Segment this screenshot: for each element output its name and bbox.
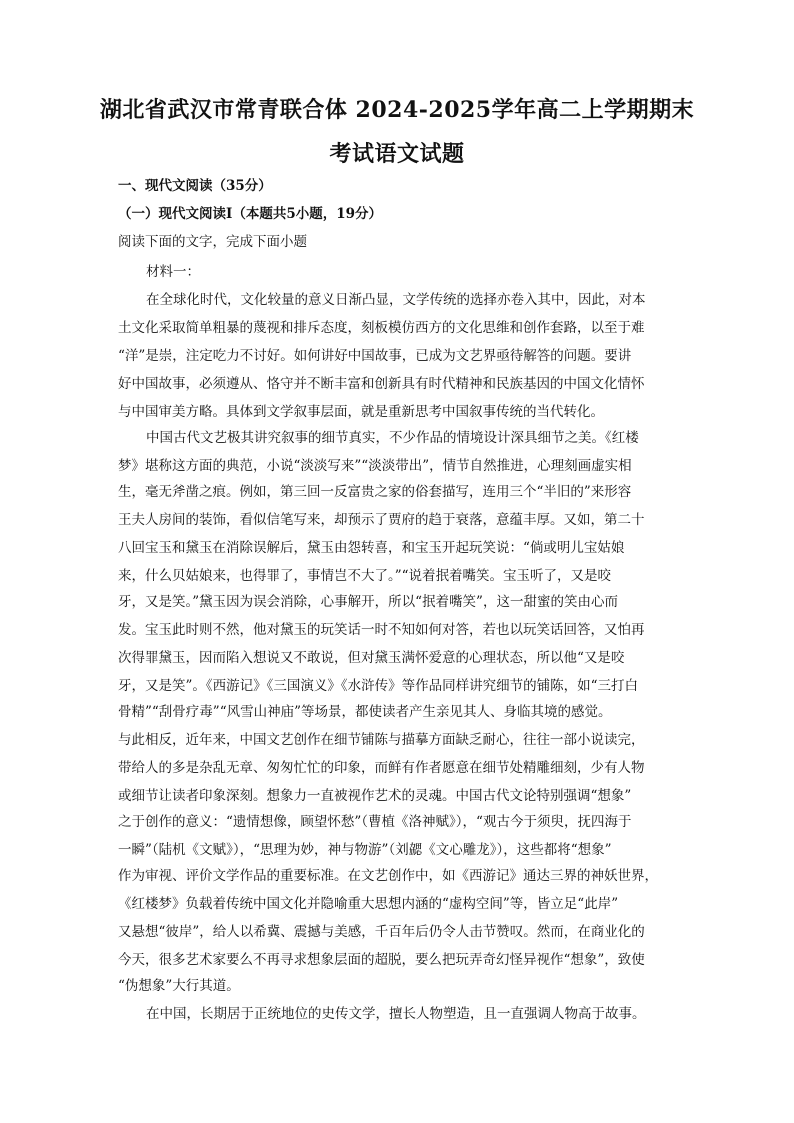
paragraph-line: 一瞬”（陆机《文赋》），“思理为妙，神与物游”（刘勰《文心雕龙》），这些都将“想象”	[118, 842, 612, 858]
paragraph-line: 牙，又是笑。”黛玉因为误会消除，心事解开，所以“抿着嘴笑”，这一甜蜜的笑由心而	[118, 594, 618, 610]
paragraph-line: 牙，又是笑”。《西游记》《三国演义》《水浒传》等作品同样讲究细节的铺陈，如“三打白	[118, 678, 639, 694]
paragraph-line: 次得罪黛玉，因而陷入想说又不敢说，但对黛玉满怀爱意的心理状态，所以他“又是咬	[118, 650, 625, 666]
material-label: 材料一：	[146, 264, 200, 280]
paragraph-line: 又悬想“彼岸”，给人以希冀、震撼与美感，千百年后仍令人击节赞叹。然而，在商业化的	[118, 924, 645, 940]
paragraph-line: 带给人的多是杂乱无章、匆匆忙忙的印象，而鲜有作者愿意在细节处精雕细刻，少有人物	[118, 760, 645, 776]
paragraph-line: 与中国审美方略。具体到文学叙事层面，就是重新思考中国叙事传统的当代转化。	[118, 404, 604, 420]
subsection-heading: （一）现代文阅读Ⅰ（本题共5小题，19分）	[118, 206, 382, 222]
document-title-line-2: 考试语文试题	[329, 141, 465, 167]
paragraph-line: 或细节让读者印象深刻。想象力一直被视作艺术的灵魂。中国古代文论特别强调“想象”	[118, 788, 632, 804]
paragraph-line: 好中国故事，必须遵从、恪守并不断丰富和创新具有时代精神和民族基因的中国文化情怀	[118, 376, 645, 392]
paragraph-line: 与此相反，近年来，中国文艺创作在细节铺陈与描摹方面缺乏耐心，往往一部小说读完，	[118, 732, 645, 748]
paragraph-line: 作为审视、评价文学作品的重要标准。在文艺创作中，如《西游记》通达三界的神妖世界，	[118, 868, 658, 884]
paragraph-line: 中国古代文艺极其讲究叙事的细节真实，不少作品的情境设计深具细节之美。《红楼	[146, 430, 639, 446]
paragraph-line: 之于创作的意义：“遗情想像，顾望怀愁”（曹植《洛神赋》），“观古今于须臾，抚四海于	[118, 814, 632, 830]
paragraph-line: 土文化采取简单粗暴的蔑视和排斥态度，刻板模仿西方的文化思维和创作套路，以至于难	[118, 320, 645, 336]
paragraph-line: 王夫人房间的装饰，看似信笔写来，却预示了贾府的趋于衰落，意蕴丰厚。又如，第二十	[118, 512, 645, 528]
paragraph-line: 今天，很多艺术家要么不再寻求想象层面的超脱，要么把玩弄奇幻怪异视作“想象”，致使	[118, 952, 645, 968]
paragraph-line: 发。宝玉此时则不然，他对黛玉的玩笑话一时不知如何对答，若也以玩笑话回答，又怕再	[118, 622, 645, 638]
section-heading: 一、现代文阅读（35分）	[118, 178, 272, 194]
paragraph-line: 骨精”“刮骨疗毒”“风雪山神庙”等场景，都使读者产生亲见其人、身临其境的感觉。	[118, 704, 612, 720]
paragraph-line: 在中国，长期居于正统地位的史传文学，擅长人物塑造，且一直强调人物高于故事。	[146, 1006, 646, 1022]
paragraph-line: 来，什么贝姑娘来，也得罪了，事情岂不大了。”“说着抿着嘴笑。宝玉听了，又是咬	[118, 568, 612, 584]
paragraph-line: 生，毫无斧凿之痕。例如，第三回一反富贵之家的俗套描写，连用三个“半旧的”来形容	[118, 484, 632, 500]
paragraph-line: 《红楼梦》负载着传统中国文化并隐喻重大思想内涵的“虚构空间”等，皆立足“此岸”	[118, 896, 619, 912]
paragraph-line: 梦》堪称这方面的典范，小说“淡淡写来”“淡淡带出”，情节自然推进，心理刻画虚实相	[118, 458, 632, 474]
paragraph-line: 八回宝玉和黛玉在消除误解后，黛玉由怨转喜，和宝玉开起玩笑说：“倘或明儿宝姑娘	[118, 540, 625, 556]
paragraph-line: 在全球化时代，文化较量的意义日渐凸显，文学传统的选择亦卷入其中，因此，对本	[146, 292, 646, 308]
paragraph-line: “伪想象”大行其道。	[118, 978, 240, 994]
paragraph-line: “洋”是崇，注定吃力不讨好。如何讲好中国故事，已成为文艺界亟待解答的问题。要讲	[118, 348, 632, 364]
document-title-line-1: 湖北省武汉市常青联合体 2024-2025学年高二上学期期末	[99, 97, 695, 123]
reading-instruction: 阅读下面的文字，完成下面小题	[118, 234, 307, 250]
